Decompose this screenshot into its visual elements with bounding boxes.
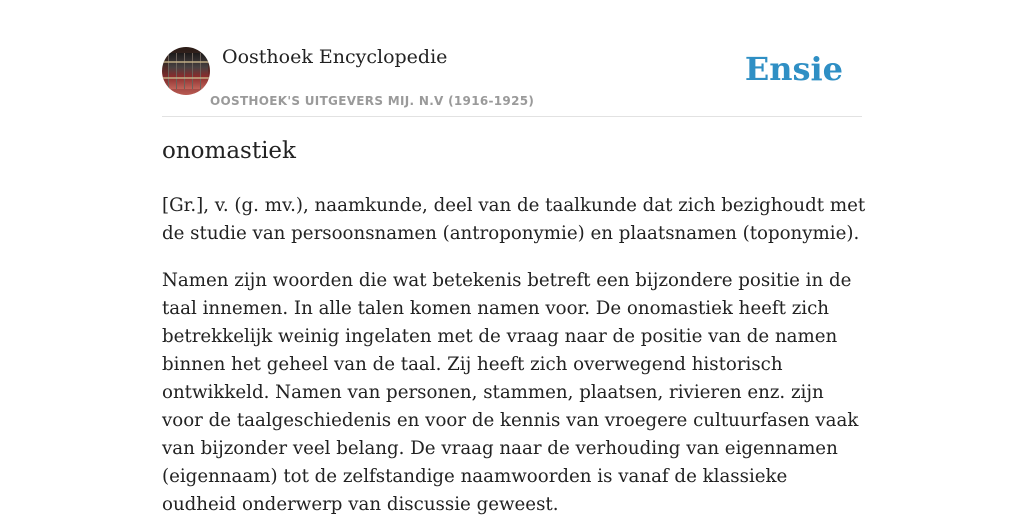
site-header — [162, 46, 862, 117]
site-title[interactable]: Oosthoek Encyclopedie — [222, 46, 448, 68]
encyclopedia-avatar[interactable] — [162, 47, 210, 95]
entry-body: Namen zijn woorden die wat betekenis betreft een bijzondere positie in de taal innemen. In alle talen komen namen voor. De onomastiek heeft zich betrekkelijk weinig ingelaten met de vraag naar de positie van de namen binnen het geheel van de taal. Zij heeft zich overwegend historisch ontwikkeld. Namen van personen, stammen, plaatsen, rivieren enz. zijn voor de taalgeschiedenis en voor de kennis van vroegere cultuurfasen vaak van bijzonder veel belang. De vraag naar de verhouding van eigennamen (eigennaam) tot de zelfstandige naamwoorden is vanaf de klassieke oudheid onderwerp van discussie geweest. — [162, 270, 859, 515]
entry-definition: [Gr.], v. (g. mv.), naamkunde, deel van de taalkunde dat zich bezighoudt met de studie van persoonsnamen (antroponymie) en plaatsnamen (toponymie). — [162, 195, 866, 244]
ensie-logo-link[interactable]: Ensie — [744, 50, 843, 88]
entry-title: onomastiek — [162, 138, 296, 164]
publisher-label: OOSTHOEK'S UITGEVERS MIJ. N.V (1916-1925) — [210, 94, 535, 108]
